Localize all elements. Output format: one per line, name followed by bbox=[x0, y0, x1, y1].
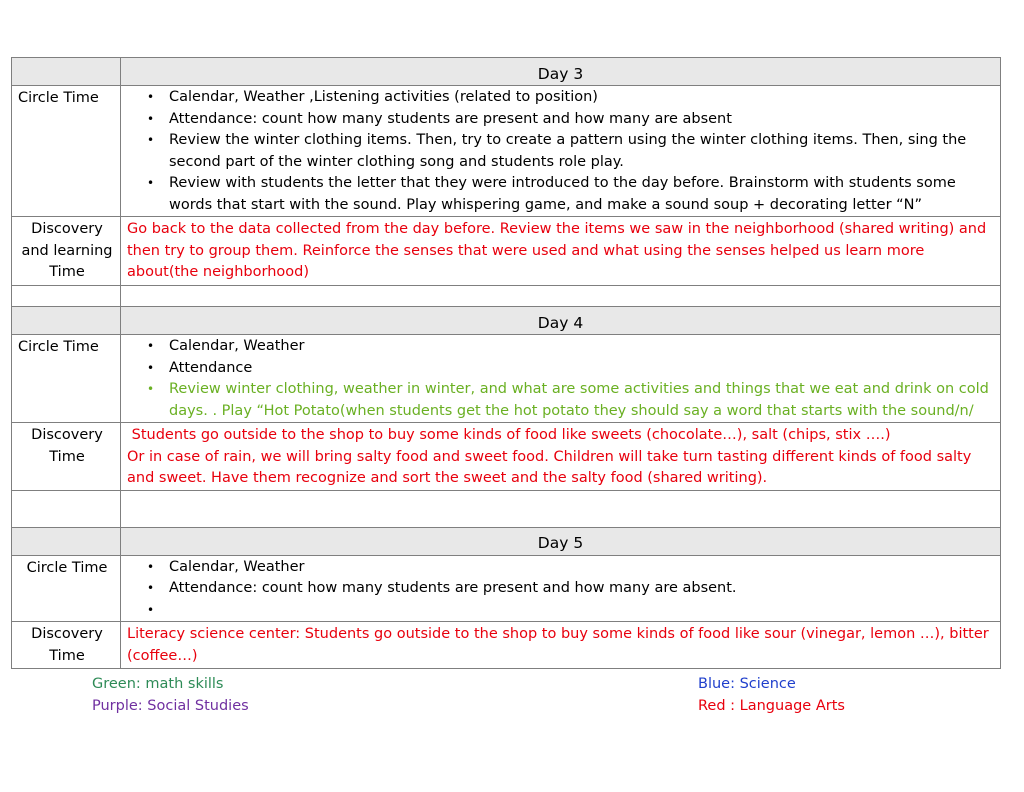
day5-discovery-text: Literacy science center: Students go outside to the shop to buy some kinds of food like sour (vinegar, lemon …), bitter (coffee…) bbox=[121, 622, 1001, 669]
day4-header-row bbox=[12, 307, 1001, 335]
lesson-plan-page bbox=[11, 57, 1001, 669]
day4-title: Day 4 bbox=[121, 307, 1001, 335]
day5-circle-row bbox=[12, 555, 1001, 622]
day5-title: Day 5 bbox=[121, 527, 1001, 555]
day3-circle-list bbox=[121, 86, 1000, 216]
lesson-plan-table bbox=[11, 57, 1001, 669]
legend-green: Green: math skills bbox=[92, 676, 224, 692]
day3-discovery-label: Discovery and learning Time bbox=[12, 217, 121, 286]
day4-header-blank bbox=[12, 307, 121, 335]
day5-circle-list bbox=[121, 556, 1000, 622]
list-item: • Review the winter clothing items. Then, try to create a pattern using the winter clothing items. Then, sing the second part of the winter clothing song and students role play. bbox=[169, 130, 1000, 173]
day3-discovery-row bbox=[12, 217, 1001, 286]
day3-title: Day 3 bbox=[121, 58, 1001, 86]
legend-right bbox=[698, 674, 845, 717]
day3-circle-label: Circle Time bbox=[12, 86, 121, 217]
day4-circle-label: Circle Time bbox=[12, 335, 121, 423]
legend-purple: Purple: Social Studies bbox=[92, 697, 249, 714]
list-item: • Attendance: count how many students are present and how many are absent. bbox=[169, 578, 1000, 600]
day3-header-blank bbox=[12, 58, 121, 86]
list-item: • Attendance: count how many students are present and how many are absent bbox=[169, 109, 1000, 131]
list-item: • Calendar, Weather bbox=[169, 557, 1000, 579]
spacer-row bbox=[12, 490, 1001, 527]
day4-discovery-line1: Students go outside to the shop to buy some kinds of food like sweets (chocolate…), salt (chips, stix ….) bbox=[127, 427, 891, 443]
legend-red: Red : Language Arts bbox=[698, 697, 845, 714]
day5-header-row bbox=[12, 527, 1001, 555]
list-item-empty bbox=[169, 600, 1000, 622]
day5-discovery-label: Discovery Time bbox=[12, 622, 121, 669]
list-item: • Calendar, Weather ,Listening activities (related to position) bbox=[169, 87, 1000, 109]
day3-circle-cell bbox=[121, 86, 1001, 217]
day4-circle-list bbox=[121, 335, 1000, 422]
day4-circle-row bbox=[12, 335, 1001, 423]
day3-circle-row bbox=[12, 86, 1001, 217]
list-item-math: • Review winter clothing, weather in winter, and what are some activities and things that we eat and drink on cold days. . Play “Hot Potato(when students get the hot potato they should say a word that starts with the sound/n/ bbox=[169, 379, 1000, 422]
day4-discovery-cell bbox=[121, 423, 1001, 491]
day3-header-row bbox=[12, 58, 1001, 86]
day4-discovery-line2: Or in case of rain, we will bring salty food and sweet food. Children will take turn tasting different kinds of food salty and sweet. Have them recognize and sort the sweet and the salty food (shared writing). bbox=[127, 448, 972, 486]
day5-discovery-row bbox=[12, 622, 1001, 669]
day4-discovery-row bbox=[12, 423, 1001, 491]
day3-discovery-text: Go back to the data collected from the day before. Review the items we saw in the neighborhood (shared writing) and then try to group them. Reinforce the senses that were used and what using the senses helped us learn more about(the neighborhood) bbox=[121, 217, 1001, 286]
day4-circle-cell bbox=[121, 335, 1001, 423]
day5-circle-cell bbox=[121, 555, 1001, 622]
spacer-row bbox=[12, 286, 1001, 307]
day4-discovery-label: Discovery Time bbox=[12, 423, 121, 491]
legend-left bbox=[92, 674, 249, 717]
list-item: • Attendance bbox=[169, 358, 1000, 380]
list-item: • Calendar, Weather bbox=[169, 336, 1000, 358]
day5-header-blank bbox=[12, 527, 121, 555]
list-item: • Review with students the letter that they were introduced to the day before. Brainstorm with students some words that start with the sound. Play whispering game, and make a sound soup + decorating letter “N” bbox=[169, 173, 1000, 216]
legend-blue: Blue: Science bbox=[698, 676, 796, 692]
day5-circle-label: Circle Time bbox=[12, 555, 121, 622]
